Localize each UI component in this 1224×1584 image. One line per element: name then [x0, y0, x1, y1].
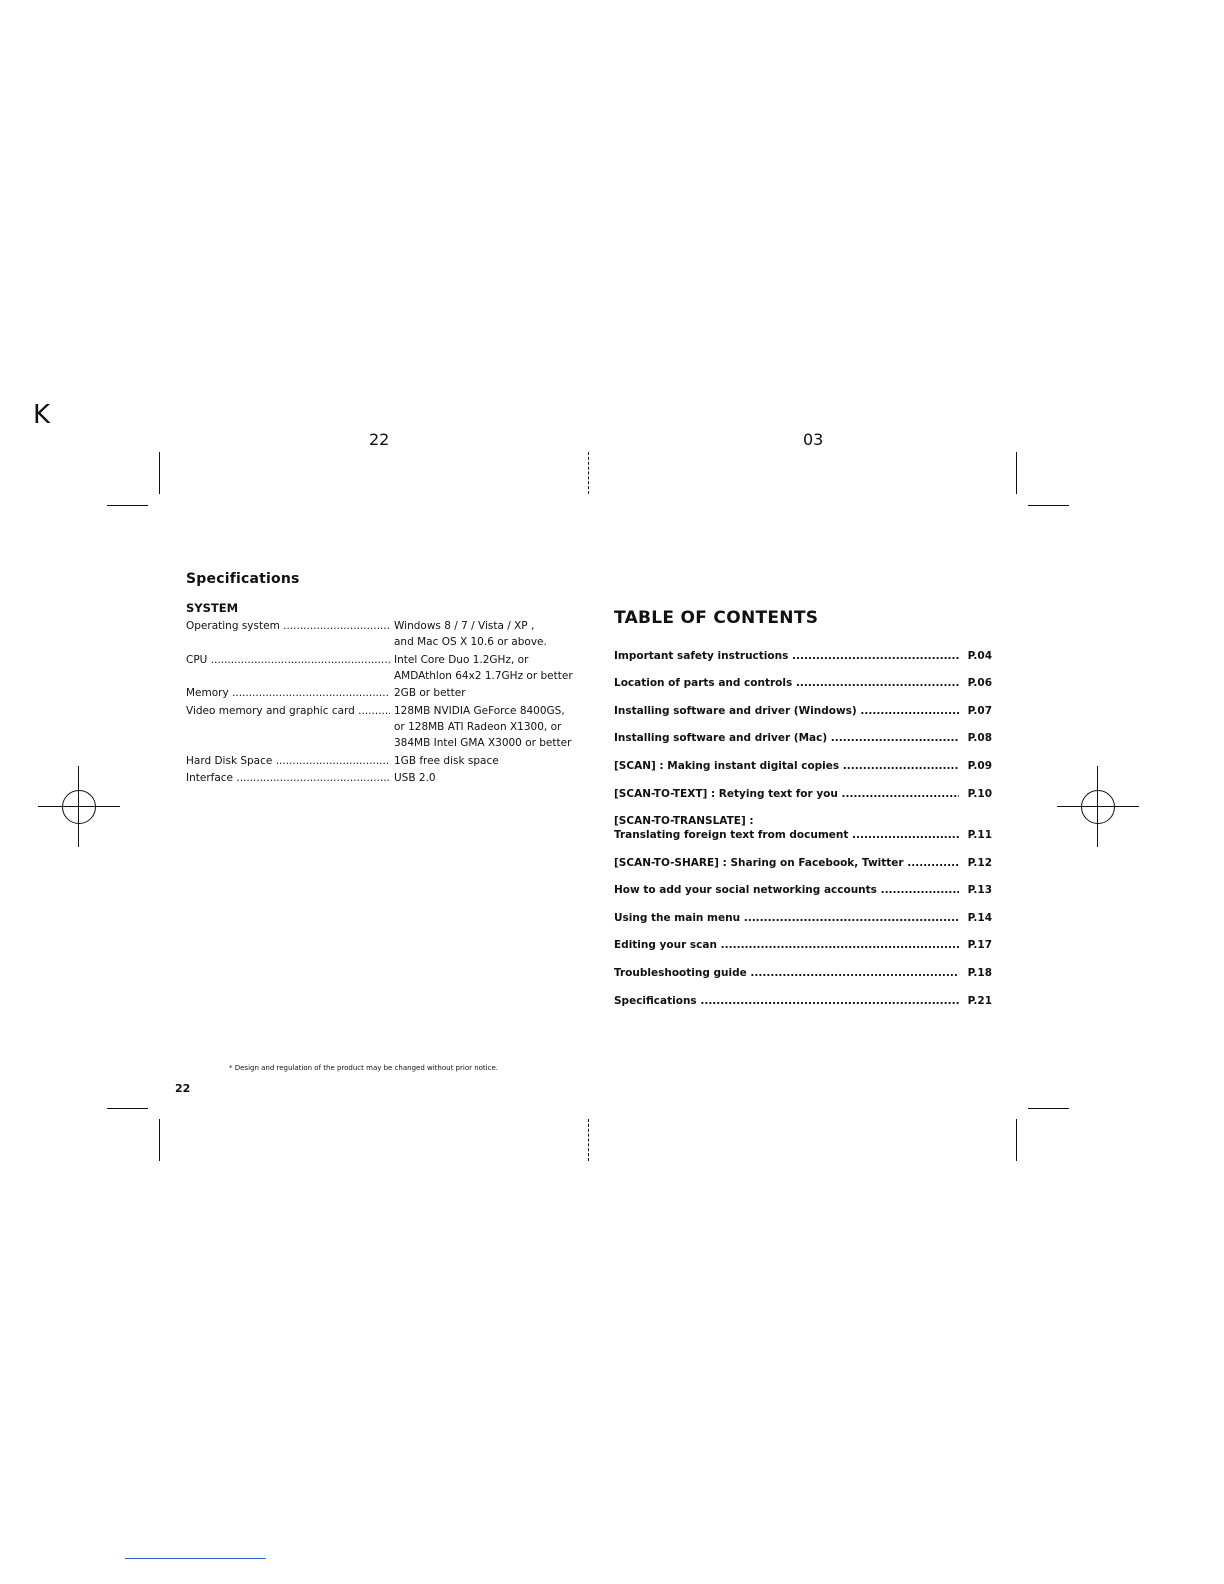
toc-item-page: P.04	[967, 650, 992, 662]
toc-item-text: [SCAN] : Making instant digital copies .....	[614, 759, 959, 773]
spec-label: CPU .....	[186, 652, 390, 668]
left-page-number: 22	[369, 430, 390, 449]
toc-item-page: P.12	[967, 857, 992, 869]
fold-mark	[588, 452, 589, 494]
toc-item-page: P.11	[967, 829, 992, 841]
crop-mark	[1016, 452, 1017, 494]
corner-mark: K	[33, 400, 51, 430]
toc-item-text: Editing your scan .....	[614, 938, 959, 952]
right-page-number: 03	[803, 430, 824, 449]
crop-mark	[1028, 505, 1069, 506]
toc-item-text: Location of parts and controls .....	[614, 676, 959, 690]
crop-mark	[107, 1108, 148, 1109]
spec-label: Operating system .....	[186, 618, 390, 634]
toc-item-text: Important safety instructions .....	[614, 649, 959, 663]
toc-item-text: Specifications .....	[614, 994, 959, 1008]
toc-item-page: P.10	[967, 788, 992, 800]
footnote: * Design and regulation of the product may be changed without prior notice.	[229, 1064, 498, 1072]
footer-page-number: 22	[175, 1082, 191, 1095]
crop-mark	[107, 505, 148, 506]
toc-item-text: How to add your social networking accounts .....	[614, 883, 959, 897]
crop-mark	[1016, 1119, 1017, 1161]
link-underline	[125, 1558, 266, 1559]
spec-label: Memory .....	[186, 685, 390, 701]
toc-title: TABLE OF CONTENTS	[614, 608, 819, 628]
toc-item-text: [SCAN-TO-TEXT] : Retying text for you .....	[614, 787, 959, 801]
spec-value: Windows 8 / 7 / Vista / XP , and Mac OS X 10.6 or above.	[394, 620, 547, 648]
spec-value: USB 2.0	[394, 772, 436, 784]
system-section-heading: SYSTEM	[186, 601, 239, 615]
spec-label: Video memory and graphic card .....	[186, 703, 390, 719]
toc-item-page: P.13	[967, 884, 992, 896]
toc-item-page: P.08	[967, 732, 992, 744]
toc-item-page: P.17	[967, 939, 992, 951]
spec-value: 128MB NVIDIA GeForce 8400GS, or 128MB ATI Radeon X1300, or 384MB Intel GMA X3000 or better	[394, 705, 572, 749]
specifications-title: Specifications	[186, 571, 300, 587]
spec-label: Hard Disk Space .....	[186, 753, 390, 769]
spec-label: Interface .....	[186, 770, 390, 786]
toc-item-text: [SCAN-TO-SHARE] : Sharing on Facebook, Twitter .....	[614, 856, 959, 870]
toc-item-page: P.21	[967, 995, 992, 1007]
crop-mark	[159, 1119, 160, 1161]
fold-mark	[588, 1119, 589, 1161]
crop-mark	[159, 452, 160, 494]
spec-value: 2GB or better	[394, 687, 466, 699]
toc-item-page: P.14	[967, 912, 992, 924]
toc-item-heading: [SCAN-TO-TRANSLATE] :	[614, 815, 754, 827]
toc-item-text: Troubleshooting guide .....	[614, 966, 959, 980]
toc-item-page: P.06	[967, 677, 992, 689]
toc-item-text: Using the main menu .....	[614, 911, 959, 925]
toc-item-page: P.09	[967, 760, 992, 772]
spec-value: 1GB free disk space	[394, 755, 499, 767]
toc-item-page: P.07	[967, 705, 992, 717]
toc-item-text: Installing software and driver (Mac) .....	[614, 731, 959, 745]
crop-mark	[1028, 1108, 1069, 1109]
toc-item-page: P.18	[967, 967, 992, 979]
spec-value: Intel Core Duo 1.2GHz, or AMDAthlon 64x2 1.7GHz or better	[394, 654, 573, 682]
toc-item-text: Installing software and driver (Windows) .....	[614, 704, 959, 718]
toc-item-text: Translating foreign text from document .....	[614, 828, 959, 842]
